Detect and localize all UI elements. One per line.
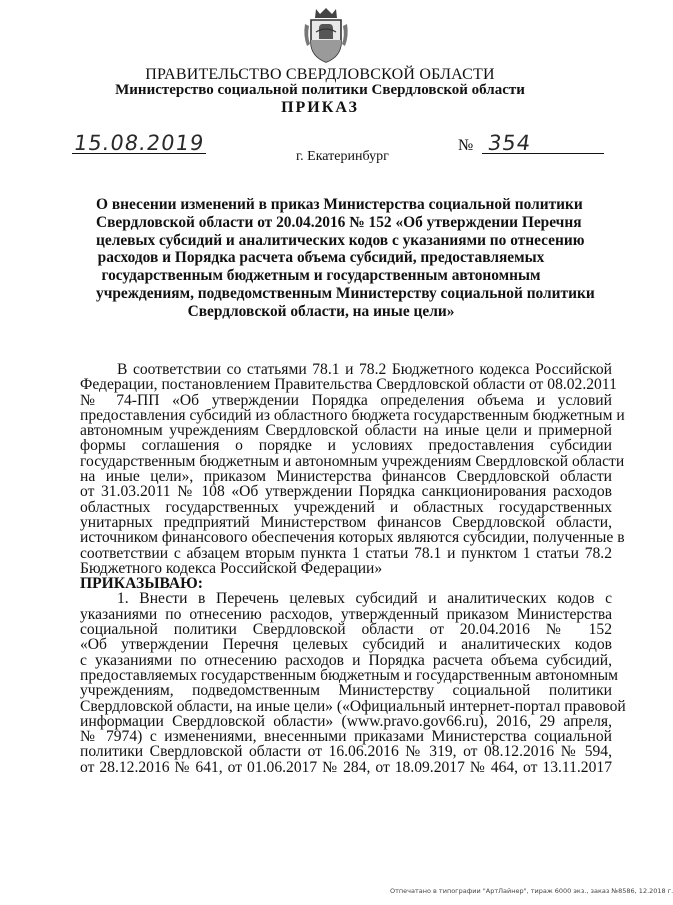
body-line: В соответствии со статьями 78.1 и 78.2 Бюджетного кодекса Российской bbox=[117, 361, 612, 378]
print-footer: Отпечатано в типографии "АртЛайнер", тираж 6000 экз., заказ №8586, 12.2018 г. bbox=[390, 887, 673, 895]
body-line: 1. Внести в Перечень целевых субсидий и аналитических кодов с bbox=[117, 590, 612, 608]
title-line: учреждениям, подведомственным Министерству социальной политики bbox=[96, 284, 595, 302]
body-line: информации Свердловской области» (www.pravo.gov66.ru), 2016, 29 апреля, bbox=[80, 712, 612, 730]
title-line: расходов и Порядка расчета объема субсидий, предоставляемых bbox=[97, 249, 545, 267]
document-type: ПРИКАЗ bbox=[281, 99, 359, 116]
body-line: № 74-ПП «Об утверждении Порядка определения объема и условий bbox=[80, 391, 612, 409]
city-name: г. Екатеринбург bbox=[296, 149, 389, 164]
title-line: целевых субсидий и аналитических кодов с указаниями по отнесению bbox=[96, 231, 585, 249]
government-name: ПРАВИТЕЛЬСТВО СВЕРДЛОВСКОЙ ОБЛАСТИ bbox=[145, 66, 495, 83]
body-line: унитарных предприятий Министерством финансов Свердловской области, bbox=[80, 513, 612, 531]
body-line: автономным учреждениям Свердловской области на иные цели и примерной bbox=[80, 422, 612, 440]
number-label: № bbox=[458, 137, 474, 154]
title-line: Свердловской области, на иные цели» bbox=[187, 302, 455, 320]
body-line: на иные цели», приказом Министерства финансов Свердловской области bbox=[80, 468, 612, 486]
order-keyword: ПРИКАЗЫВАЮ: bbox=[80, 575, 203, 593]
number-underline bbox=[482, 153, 604, 154]
body-line: источником финансового обеспечения которых являются субсидии, полученные в bbox=[80, 529, 625, 547]
coat-of-arms-icon bbox=[302, 6, 350, 64]
body-line: Бюджетного кодекса Российской Федерации» bbox=[80, 559, 383, 577]
title-line: государственным бюджетным и государственным автономным bbox=[101, 267, 541, 285]
body-line: с указаниями по отнесению расходов и Порядка расчета объема субсидий, bbox=[80, 651, 612, 669]
body-line: государственным бюджетным и автономным учреждениям Свердловской области bbox=[80, 452, 625, 470]
body-line: предоставления субсидий из областного бюджета государственным бюджетным и bbox=[80, 406, 625, 424]
body-line: областных государственных учреждений и областных государственных bbox=[80, 498, 612, 516]
body-line: указаниями по отнесению расходов, утвержденный приказом Министерства bbox=[80, 605, 612, 623]
body-line: от 28.12.2016 № 641, от 01.06.2017 № 284, от 18.09.2017 № 464, от 13.11.2017 bbox=[80, 758, 612, 776]
body-line: соответствии с абзацем вторым пункта 1 статьи 78.1 и пунктом 1 статьи 78.2 bbox=[80, 544, 612, 562]
handwritten-date: 15.08.2019 bbox=[72, 131, 206, 155]
body-line: «Об утверждении Перечня целевых субсидий и аналитических кодов bbox=[80, 636, 612, 654]
document-body bbox=[80, 361, 626, 776]
body-line: № 7974) с изменениями, внесенными приказами Министерства социальной bbox=[80, 728, 612, 746]
body-line: формы соглашения о порядке и условиях предоставления субсидии bbox=[80, 437, 612, 455]
title-line: О внесении изменений в приказ Министерства социальной политики bbox=[96, 196, 583, 213]
body-line: от 31.03.2011 № 108 «Об утверждении Порядка санкционирования расходов bbox=[80, 483, 612, 501]
body-line: Федерации, постановлением Правительства Свердловской области от 08.02.2011 bbox=[80, 376, 617, 394]
body-line: учреждениям, подведомственным Министерству социальной политики bbox=[80, 682, 612, 700]
handwritten-number: 354 bbox=[486, 131, 533, 155]
ministry-name: Министерство социальной политики Свердловской области bbox=[115, 82, 525, 98]
body-line: предоставляемых государственным бюджетным и государственным автономным bbox=[80, 666, 618, 684]
body-line: политики Свердловской области от 16.06.2016 № 319, от 08.12.2016 № 594, bbox=[80, 743, 612, 761]
title-line: Свердловской области от 20.04.2016 № 152 «Об утверждении Перечня bbox=[96, 213, 582, 231]
body-line: Свердловской области, на иные цели» («Официальный интернет-портал правовой bbox=[80, 697, 626, 715]
document-title bbox=[96, 196, 595, 321]
body-line: социальной политики Свердловской области от 20.04.2016 № 152 bbox=[80, 621, 612, 639]
date-underline bbox=[72, 153, 206, 154]
